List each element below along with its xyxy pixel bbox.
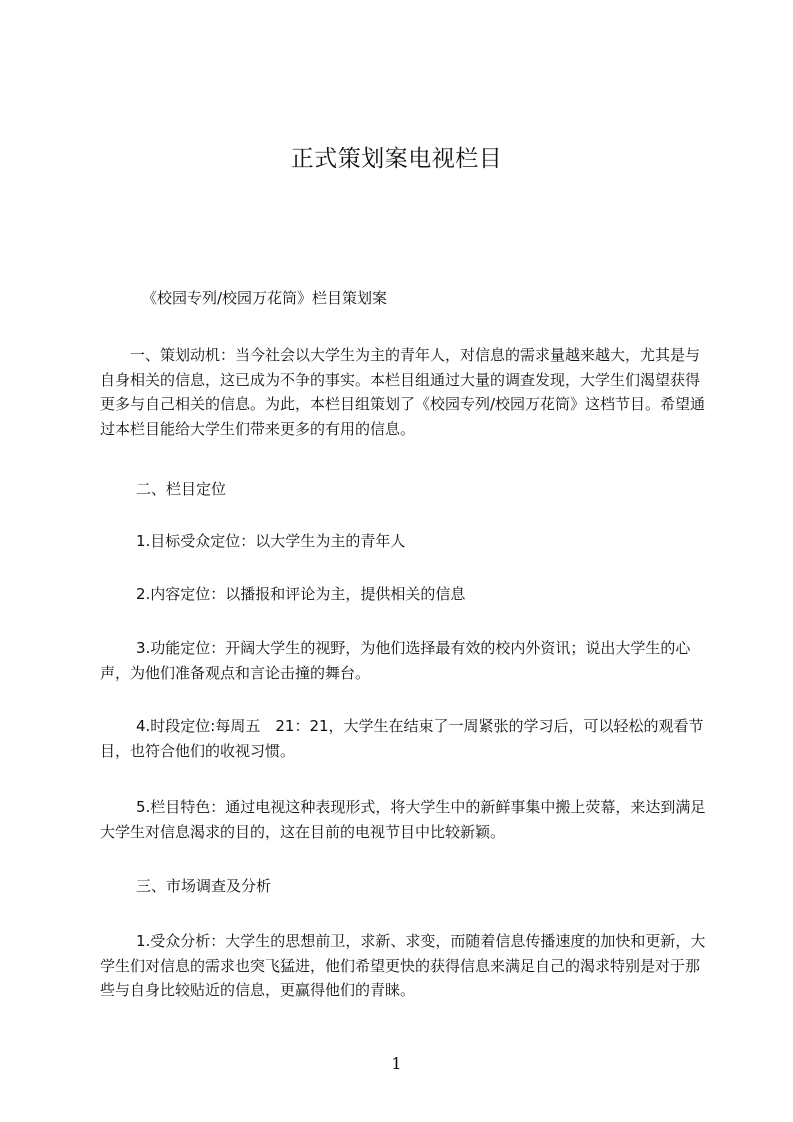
list-item-audience-analysis: 1.受众分析：大学生的思想前卫，求新、求变，而随着信息传播速度的加快和更新，大学生们对信息的需求也突飞猛进，他们希望更快的获得信息来满足自己的渴求特别是对于那些与自身比较贴近的信息，更赢得他们的青睐。	[100, 932, 706, 999]
list-item-content-positioning: 2.内容定位：以播报和评论为主，提供相关的信息	[136, 585, 466, 603]
section-heading-market-research: 三、市场调查及分析	[136, 877, 272, 895]
list-item-target-audience: 1.目标受众定位：以大学生为主的青年人	[136, 532, 406, 550]
program-plan-subtitle: 《校园专列/校园万花筒》栏目策划案	[142, 289, 388, 307]
paragraph-planning-motivation: 一、策划动机：当今社会以大学生为主的青年人，对信息的需求量越来越大，尤其是与自身相关的信息，这已成为不争的事实。本栏目组通过大量的调查发现，大学生们渴望获得更多与自己相关的信息。为此，本栏目组策划了《校园专列/校园万花筒》这档节目。希望通过本栏目能给大学生们带来更多的有用的信息。	[100, 346, 706, 438]
list-item-time-slot: 4.时段定位:每周五 21：21，大学生在结束了一周紧张的学习后，可以轻松的观看节目，也符合他们的收视习惯。	[100, 717, 704, 760]
list-item-program-features: 5.栏目特色：通过电视这种表现形式，将大学生中的新鲜事集中搬上荧幕，来达到满足大学生对信息渴求的目的，这在目前的电视节目中比较新颖。	[100, 798, 706, 841]
section-heading-positioning: 二、栏目定位	[136, 480, 227, 498]
page-number: 1	[391, 1054, 402, 1073]
document-title: 正式策划案电视栏目	[290, 146, 503, 172]
list-item-function-positioning: 3.功能定位：开阔大学生的视野，为他们选择最有效的校内外资讯；说出大学生的心声，为他们准备观点和言论击撞的舞台。	[100, 639, 691, 682]
